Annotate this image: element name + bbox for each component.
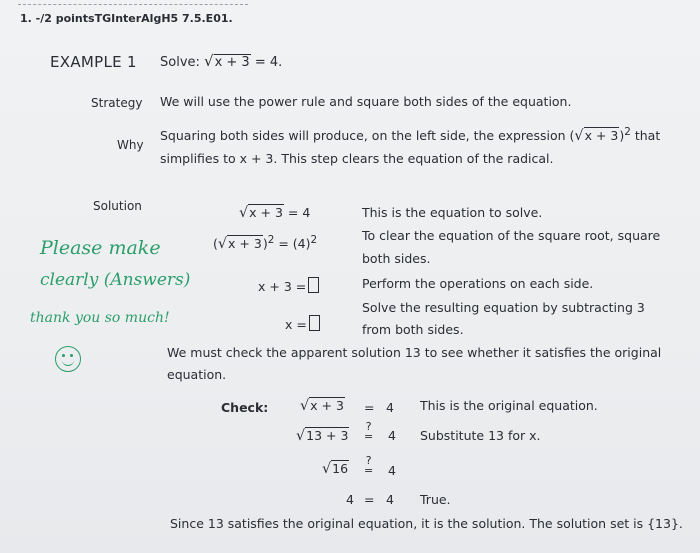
radicand: x + 3 bbox=[214, 55, 250, 70]
smiley-eye-left bbox=[62, 354, 65, 357]
step-4-explanation-1: Solve the resulting equation by subtracting 3 bbox=[362, 300, 645, 315]
check-intro-line-1: We must check the apparent solution 13 to see whether it satisfies the original bbox=[167, 345, 662, 360]
step-1-equation: √x + 3 = 4 bbox=[239, 205, 311, 221]
step-1-explanation: This is the equation to solve. bbox=[362, 205, 543, 220]
check-row-1-note: This is the original equation. bbox=[420, 398, 598, 413]
check-row-2-radicand: 13 + 3 bbox=[306, 428, 349, 443]
equals-sign: = bbox=[364, 464, 374, 477]
step-2-rhs: = (4) bbox=[278, 236, 311, 252]
step-2-lhs-exponent: 2 bbox=[267, 234, 275, 246]
answer-box-1[interactable] bbox=[308, 277, 319, 293]
check-row-1-radicand: x + 3 bbox=[310, 398, 344, 413]
sqrt-expression: √x + 3 bbox=[204, 52, 250, 70]
why-radicand: x + 3 bbox=[584, 128, 619, 144]
check-label: Check: bbox=[221, 400, 269, 415]
step-4-equation bbox=[285, 315, 320, 332]
step-2-rhs-exponent: 2 bbox=[310, 234, 318, 246]
solve-label: Solve: bbox=[160, 55, 200, 70]
step-3-explanation: Perform the operations on each side. bbox=[362, 276, 594, 291]
why-text-end: that bbox=[634, 128, 661, 144]
check-row-4-rel: = bbox=[364, 492, 375, 507]
check-row-4-rhs: 4 bbox=[386, 492, 394, 507]
equals-sign: = bbox=[364, 430, 374, 443]
conclusion-text: Since 13 satisfies the original equation, it is the solution. The solution set is {13}. bbox=[170, 516, 683, 531]
why-expression: $(√x + 3)^2$ bbox=[569, 126, 631, 145]
handwritten-note-3: thank you so much! bbox=[30, 310, 170, 326]
step-4-explanation-2: from both sides. bbox=[362, 322, 464, 337]
step-4-lhs: x = bbox=[285, 317, 307, 332]
handwritten-note-1: Please make bbox=[40, 237, 161, 259]
step-1-radicand: x + 3 bbox=[249, 205, 283, 220]
why-exponent: 2 bbox=[624, 126, 631, 138]
why-text: Squaring both sides will produce, on the left side, the expression bbox=[160, 128, 566, 144]
top-divider bbox=[18, 4, 248, 5]
step-2-equation: $(√x + 3)^2 = (4)^2$ bbox=[213, 234, 318, 253]
check-row-2-lhs: √13 + 3 bbox=[296, 428, 349, 444]
why-line-1 bbox=[160, 126, 660, 144]
why-line-2: simplifies to x + 3. This step clears the equation of the radical. bbox=[160, 151, 554, 166]
check-row-1-rel: = bbox=[364, 400, 375, 415]
check-row-2-rhs: 4 bbox=[388, 428, 396, 443]
example-equation bbox=[160, 52, 282, 70]
example-title: EXAMPLE 1 bbox=[50, 53, 137, 71]
solution-label: Solution bbox=[93, 199, 142, 213]
handwritten-note-2: clearly (Answers) bbox=[40, 270, 191, 290]
check-intro-line-2: equation. bbox=[167, 367, 227, 382]
why-label: Why bbox=[117, 138, 144, 152]
problem-header: 1. -/2 pointsTGInterAlgH5 7.5.E01. bbox=[20, 12, 233, 25]
question-mark: ? bbox=[365, 454, 372, 467]
step-2-explanation-2: both sides. bbox=[362, 251, 431, 266]
step-3-equation bbox=[258, 277, 319, 294]
check-row-2-rel bbox=[364, 422, 373, 442]
check-row-1-rhs: 4 bbox=[386, 400, 394, 415]
strategy-label: Strategy bbox=[91, 96, 143, 110]
step-1-rhs: = 4 bbox=[287, 205, 311, 220]
check-row-1-lhs: √x + 3 bbox=[300, 398, 344, 414]
step-3-lhs: x + 3 = bbox=[258, 279, 307, 294]
check-row-4-note: True. bbox=[420, 492, 451, 507]
smiley-mouth bbox=[62, 359, 74, 366]
check-row-3-rhs: 4 bbox=[388, 463, 396, 478]
check-row-4-lhs: 4 bbox=[346, 492, 354, 507]
check-row-3-lhs: √16 bbox=[322, 461, 349, 477]
check-row-3-rel bbox=[364, 456, 373, 476]
question-mark: ? bbox=[365, 420, 372, 433]
equation-rhs: = 4. bbox=[254, 55, 283, 70]
answer-box-2[interactable] bbox=[309, 315, 320, 331]
step-2-explanation-1: To clear the equation of the square root, square bbox=[362, 228, 661, 243]
strategy-text: We will use the power rule and square both sides of the equation. bbox=[160, 94, 572, 109]
smiley-face-icon bbox=[55, 346, 81, 372]
smiley-eye-right bbox=[70, 354, 73, 357]
step-2-radicand: x + 3 bbox=[228, 236, 262, 252]
check-row-2-note: Substitute 13 for x. bbox=[420, 428, 541, 443]
check-row-3-radicand: 16 bbox=[332, 461, 349, 476]
